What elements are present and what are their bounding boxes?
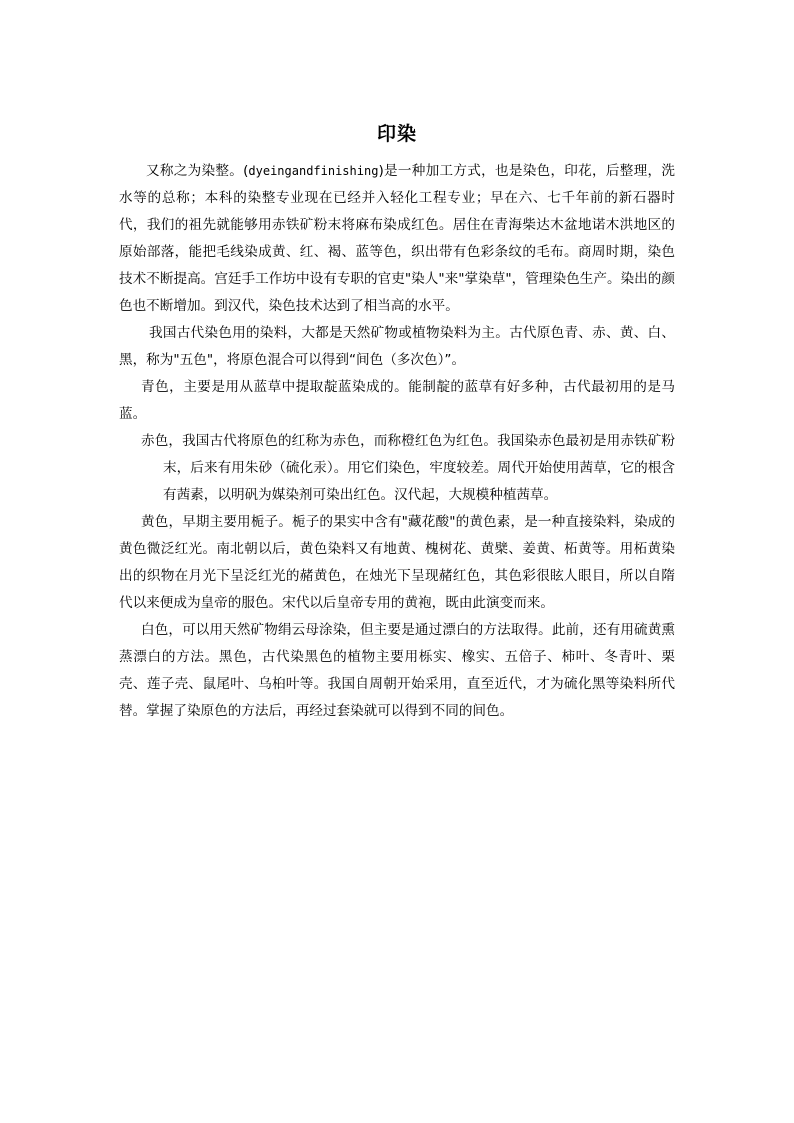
document-title: 印染: [376, 123, 417, 145]
paragraph-dyeing-intro-before: 又称之为染整。(: [146, 163, 249, 179]
paragraph-ancient-dyes: 我国古代染色用的染料，大都是天然矿物或植物染料为主。古代原色青、赤、黄、白、黑，称为"五色"，将原色混合可以得到“间色（多次色）”。: [119, 325, 675, 368]
paragraph-dyeing-intro: [119, 158, 675, 320]
paragraph-blue: 青色，主要是用从蓝草中提取靛蓝染成的。能制靛的蓝草有好多种，古代最初用的是马蓝。: [119, 379, 675, 422]
paragraph-yellow: 黄色，早期主要用栀子。栀子的果实中含有"藏花酸"的黄色素，是一种直接染料，染成的黄色微泛红光。南北朝以后，黄色染料又有地黄、槐树花、黄檗、姜黄、柘黄等。用柘黄染出的织物在月光下呈泛红光的赭黄色，在烛光下呈现赭红色，其色彩很眩人眼目，所以自隋代以来便成为皇帝的服色。宋代以后皇帝专用的黄袍，既由此演变而来。: [119, 514, 675, 611]
english-term: dyeingandfinishing: [248, 164, 379, 178]
paragraph-white-black: 白色，可以用天然矿物绢云母涂染，但主要是通过漂白的方法取得。此前，还有用硫黄熏蒸漂白的方法。黑色，古代染黑色的植物主要用栎实、橡实、五倍子、柿叶、冬青叶、栗壳、莲子壳、鼠尾叶、乌桕叶等。我国自周朝开始采用，直至近代，才为硫化黑等染料所代替。掌握了染原色的方法后，再经过套染就可以得到不同的间色。: [119, 622, 675, 719]
paragraph-dyeing-intro-after: )是一种加工方式，也是染色，印花，后整理，洗水等的总称；本科的染整专业现在已经并入轻化工程专业；早在六、七千年前的新石器时代，我们的祖先就能够用赤铁矿粉末将麻布染成红色。居住在青海柴达木盆地诺木洪地区的原始部落，能把毛线染成黄、红、褐、蓝等色，织出带有色彩条纹的毛布。商周时期，染色技术不断提高。宫廷手工作坊中设有专职的官吏"染人"来"掌染草"，管理染色生产。染出的颜色也不断增加。到汉代，染色技术达到了相当高的水平。: [119, 163, 675, 314]
paragraph-red: 赤色，我国古代将原色的红称为赤色，而称橙红色为红色。我国染赤色最初是用赤铁矿粉末，后来有用朱砂（硫化汞）。用它们染色，牢度较差。周代开始使用茜草，它的根含有茜素，以明矾为媒染剂可染出红色。汉代起，大规模种植茜草。: [141, 433, 675, 503]
document-body: [119, 158, 675, 725]
